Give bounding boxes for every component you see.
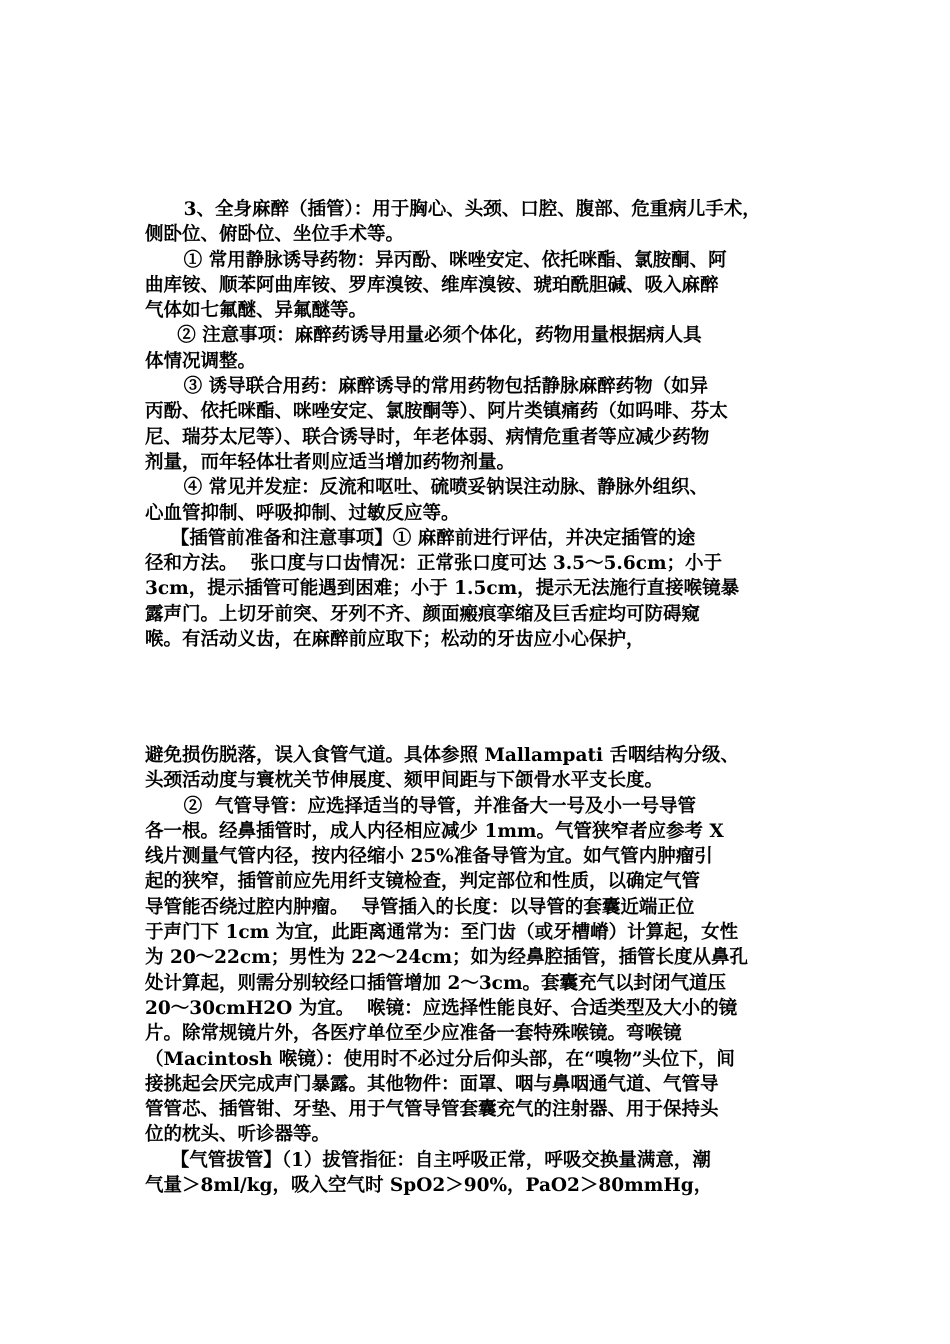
text-line: 喉。有活动义齿，在麻醉前应取下；松动的牙齿应小心保护， [145,629,645,651]
text-line: 处计算起，则需分别较经口插管增加 2～3cm。套囊充气以封闭气道压 [145,972,727,994]
text-line: 体情况调整。 [145,350,257,372]
text-line: 露声门。上切牙前突、牙列不齐、颜面瘢痕挛缩及巨舌症均可防碍窥 [145,603,701,625]
text-line: （Macintosh 喉镜）：使用时不必过分后仰头部，在“嗅物”头位下，间 [145,1048,735,1070]
text-line: ④ 常见并发症：反流和呕吐、硫喷妥钠误注动脉、静脉外组织、 [145,477,709,499]
text-line: 导管能否绕过腔内肿瘤。 导管插入的长度：以导管的套囊近端正位 [145,896,695,918]
text-block-bottom [145,743,815,1198]
text-line: 尼、瑞芬太尼等）、联合诱导时，年老体弱、病情危重者等应减少药物 [145,426,710,448]
text-line: 剂量，而年轻体壮者则应适当增加药物剂量。 [145,451,516,473]
text-line: ③ 诱导联合用药：麻醉诱导的常用药物包括静脉麻醉药物（如异 [145,376,709,398]
text-line: 3、全身麻醉（插管）：用于胸心、头颈、口腔、腹部、危重病儿手术， [145,199,761,220]
text-line: 心血管抑制、呼吸抑制、过敏反应等。 [145,502,460,524]
text-line: 曲库铵、顺苯阿曲库铵、罗库溴铵、维库溴铵、琥珀酰胆碱、吸入麻醉 [145,274,719,296]
text-line: 于声门下 1cm 为宜，此距离通常为：至门齿（或牙槽嵴）计算起，女性 [145,922,739,944]
text-line: 为 20～22cm；男性为 22～24cm；如为经鼻腔插管，插管长度从鼻孔 [145,947,749,969]
text-line: 头颈活动度与寰枕关节伸展度、颏甲间距与下颌骨水平支长度。 [145,770,664,792]
text-block-top [145,197,815,652]
text-line: 位的枕头、听诊器等。 [145,1124,331,1146]
text-line: 片。除常规镜片外，各医疗单位至少应准备一套特殊喉镜。弯喉镜 [145,1023,682,1045]
text-line: 丙酚、依托咪酯、咪唑安定、氯胺酮等）、阿片类镇痛药（如吗啡、芬太 [145,401,728,423]
text-line: 【插管前准备和注意事项】① 麻醉前进行评估，并决定插管的途 [145,527,696,549]
text-line: ② 注意事项：麻醉药诱导用量必须个体化，药物用量根据病人具 [145,325,702,347]
text-line: 气体如七氟醚、异氟醚等。 [145,300,368,322]
text-line: ② 气管导管：应选择适当的导管，并准备大一号及小一号导管 [145,795,697,817]
text-line: 气量＞8ml/kg，吸入空气时 SpO2＞90%，PaO2＞80mmHg， [145,1175,713,1197]
text-line: 侧卧位、俯卧位、坐位手术等。 [145,224,405,246]
text-line: 20～30cmH2O 为宜。 喉镜：应选择性能良好、合适类型及大小的镜 [145,997,738,1019]
text-line: 接挑起会厌完成声门暴露。其他物件：面罩、咽与鼻咽通气道、气管导 [145,1073,719,1095]
text-line: 3cm，提示插管可能遇到困难；小于 1.5cm，提示无法施行直接喉镜暴 [145,578,740,600]
text-line: 起的狭窄，插管前应先用纤支镜检查，判定部位和性质，以确定气管 [145,871,701,893]
text-line: 【气管拔管】（1）拔管指征：自主呼吸正常，呼吸交换量满意，潮 [145,1149,711,1171]
text-line: 避免损伤脱落，误入食管气道。具体参照 Mallampati 舌咽结构分级、 [145,745,739,766]
text-line: ① 常用静脉诱导药物：异丙酚、咪唑安定、依托咪酯、氯胺酮、阿 [145,249,727,271]
text-line: 径和方法。 张口度与口齿情况：正常张口度可达 3.5～5.6cm；小于 [145,553,723,575]
text-line: 管管芯、插管钳、牙垫、用于气管导管套囊充气的注射器、用于保持头 [145,1099,719,1121]
text-line: 线片测量气管内径，按内径缩小 25%准备导管为宜。如气管内肿瘤引 [145,846,713,868]
text-line: 各一根。经鼻插管时，成人内径相应减少 1mm。气管狭窄者应参考 X [145,820,724,842]
